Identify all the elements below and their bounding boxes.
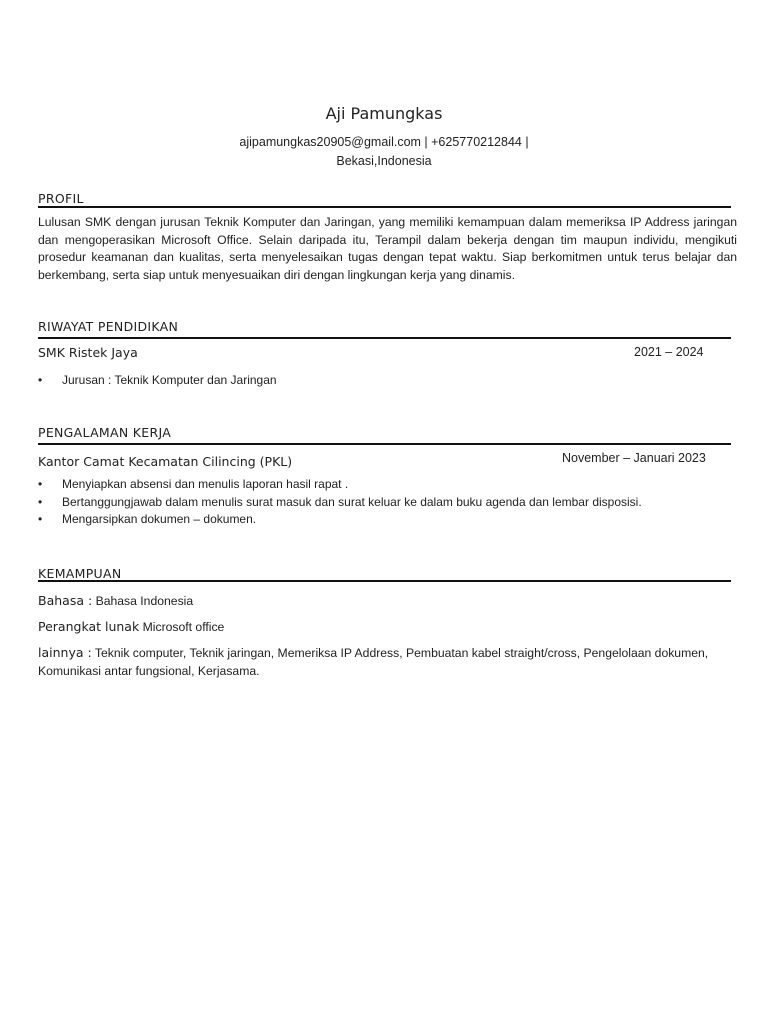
school-years: 2021 – 2024 [634,345,704,359]
work-place: Kantor Camat Kecamatan Cilincing (PKL) [38,454,293,469]
school-name: SMK Ristek Jaya [38,345,138,360]
skill-value: Microsoft office [142,620,225,634]
profil-text: Lulusan SMK dengan jurusan Teknik Komputer dan Jaringan, yang memiliki kemampuan dalam memeriksa IP Address jaringan dan mengoperasikan Microsoft Office. Selain daripada itu, Terampil dalam bekerja dengan tim maupun individu, mengikuti prosedur keamanan dan kualitas, serta menyelesaikan tugas dengan tepat waktu. Siap berkomitmen untuk terus belajar dan berkembang, serta siap untuk menyesuaikan diri dengan lingkungan kerja yang dinamis. [38,215,737,282]
skill-bahasa [38,592,738,611]
skill-lainnya [38,644,738,680]
section-divider [38,443,731,445]
skill-label: lainnya : [38,645,92,660]
skill-perangkat [38,618,738,637]
section-title-pengalaman: PENGALAMAN KERJA [38,425,172,440]
skill-value: Bahasa Indonesia [95,594,194,608]
section-divider [38,580,731,582]
skill-label: Bahasa : [38,593,93,608]
contact-email-phone: ajipamungkas20905@gmail.com | +625770212844 | [239,135,529,149]
contact-info [0,133,768,171]
list-item: • Menyiapkan absensi dan menulis laporan hasil rapat . [38,476,738,494]
section-divider [38,206,731,208]
applicant-name: Aji Pamungkas [325,104,443,123]
skill-label: Perangkat lunak [38,619,140,634]
contact-location: Bekasi,Indonesia [336,154,432,168]
list-item: • Jurusan : Teknik Komputer dan Jaringan [38,372,277,390]
section-divider [38,337,731,339]
work-period: November – Januari 2023 [562,451,706,465]
section-title-profil: PROFIL [38,191,84,206]
section-title-kemampuan: KEMAMPUAN [38,566,122,581]
education-bullets [38,372,277,390]
list-item: • Bertanggungjawab dalam menulis surat masuk dan surat keluar ke dalam buku agenda dan lembar disposisi. [38,494,738,512]
work-bullets [38,476,738,529]
list-item: • Mengarsipkan dokumen – dokumen. [38,511,738,529]
skill-value: Teknik computer, Teknik jaringan, Memeriksa IP Address, Pembuatan kabel straight/cross, Pengelolaan dokumen, Komunikasi antar fungsional, Kerjasama. [38,646,709,678]
section-title-pendidikan: RIWAYAT PENDIDIKAN [38,319,179,334]
